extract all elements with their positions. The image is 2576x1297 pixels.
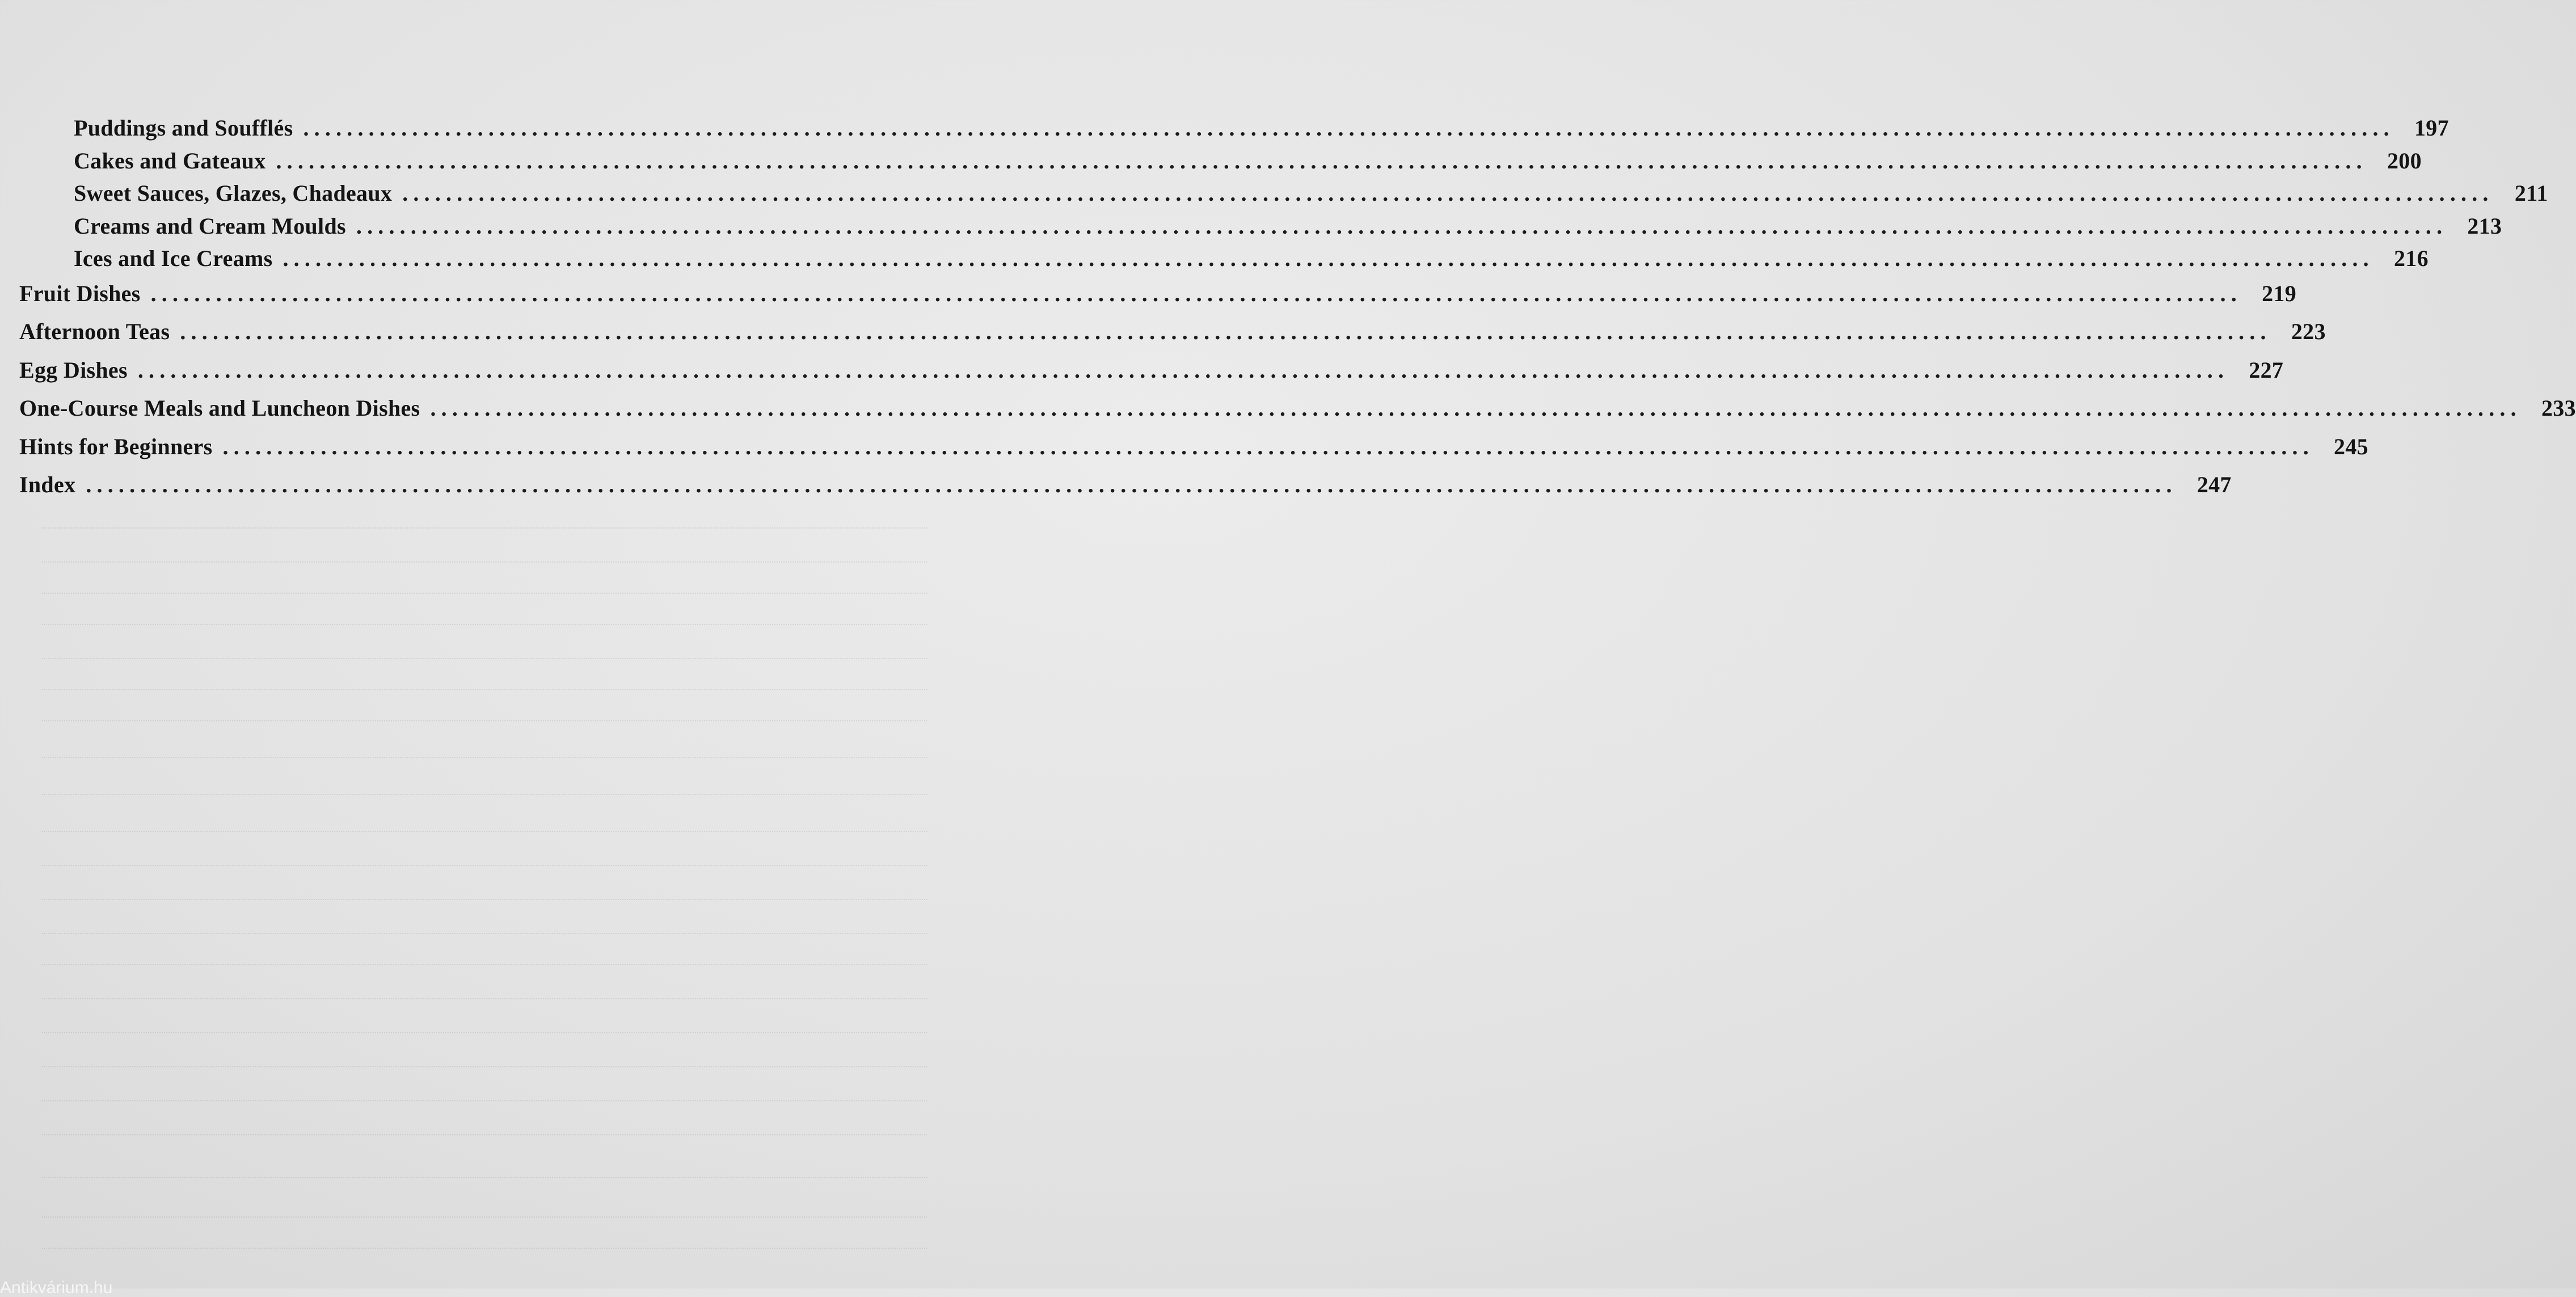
toc-entry-sweet-sauces[interactable] — [19, 180, 2548, 213]
toc-entry-title: Index — [19, 472, 76, 497]
toc-entry-page-number: 227 — [2249, 357, 2284, 383]
toc-entry-page-number: 247 — [2196, 472, 2232, 497]
toc-entry-title: Afternoon Teas — [19, 319, 170, 344]
toc-entry-page-number: 233 — [2541, 395, 2576, 421]
toc-entry-page-number: 223 — [2291, 319, 2326, 344]
toc-entry-page-number: 219 — [2262, 280, 2297, 306]
toc-entry-fruit-dishes[interactable] — [19, 280, 2297, 319]
dot-leader — [151, 280, 2242, 307]
dot-leader — [223, 433, 2314, 460]
toc-entry-creams-and-cream-moulds[interactable] — [19, 213, 2502, 246]
toc-entry-egg-dishes[interactable] — [19, 357, 2284, 395]
toc-entry-page-number: 213 — [2467, 213, 2502, 239]
toc-entry-title: Creams and Cream Moulds — [74, 213, 346, 239]
toc-entry-title: Hints for Beginners — [19, 433, 213, 459]
toc-entry-page-number: 211 — [2514, 180, 2548, 206]
toc-entry-title: Cakes and Gateaux — [74, 147, 266, 174]
dot-leader — [86, 471, 2177, 498]
toc-entry-one-course-meals[interactable] — [19, 395, 2576, 433]
toc-entry-hints-for-beginners[interactable] — [19, 433, 2368, 472]
watermark: Antikvárium.hu — [0, 1278, 113, 1297]
toc-entry-title: Puddings and Soufflés — [74, 115, 293, 141]
dot-leader — [303, 115, 2394, 141]
dot-leader — [283, 245, 2373, 272]
toc-entry-title: Egg Dishes — [19, 357, 128, 383]
dot-leader — [276, 147, 2367, 174]
toc-entry-index[interactable] — [19, 471, 2232, 510]
toc-entry-page-number: 245 — [2334, 433, 2368, 459]
toc-entry-page-number: 216 — [2393, 246, 2429, 271]
toc-entry-page-number: 197 — [2414, 115, 2449, 141]
table-of-contents — [19, 115, 2576, 510]
toc-entry-page-number: 200 — [2387, 147, 2422, 174]
dot-leader — [138, 357, 2229, 383]
toc-entry-ices-and-ice-creams[interactable] — [19, 245, 2429, 278]
toc-entry-cakes-and-gateaux[interactable] — [19, 147, 2422, 180]
toc-entry-title: Fruit Dishes — [19, 280, 141, 306]
toc-entry-title: One-Course Meals and Luncheon Dishes — [19, 395, 420, 421]
toc-entry-puddings-and-souffles[interactable] — [19, 115, 2449, 147]
toc-entry-title: Sweet Sauces, Glazes, Chadeaux — [74, 180, 393, 206]
dot-leader — [356, 213, 2447, 239]
toc-entry-title: Ices and Ice Creams — [74, 246, 273, 271]
dot-leader — [402, 180, 2493, 206]
dot-leader — [180, 318, 2271, 345]
dot-leader — [430, 395, 2521, 421]
toc-entry-afternoon-teas[interactable] — [19, 318, 2326, 357]
